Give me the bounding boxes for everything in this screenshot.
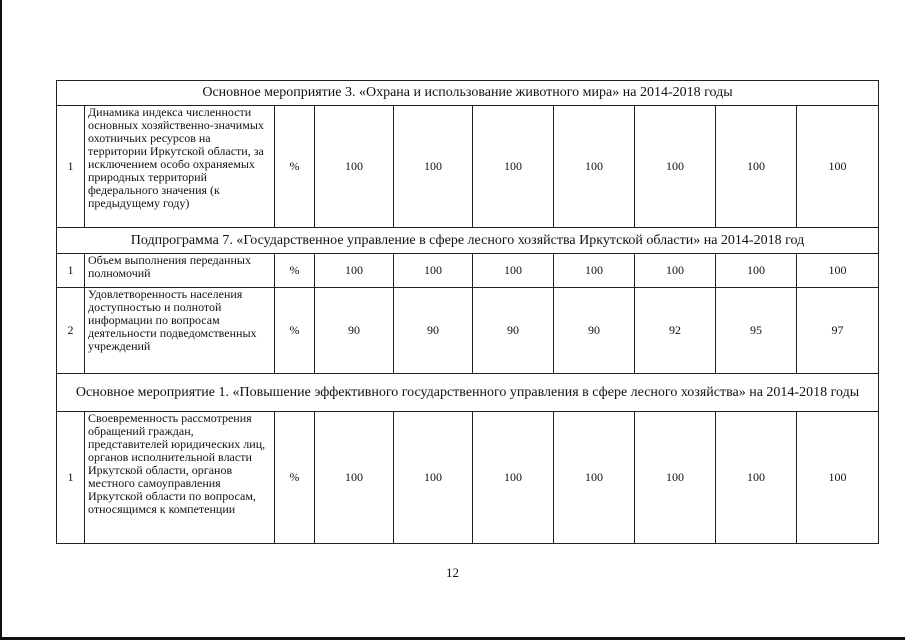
- value-cell: 92: [635, 288, 716, 374]
- section-heading-row: [57, 228, 879, 254]
- section-heading: Основное мероприятие 1. «Повышение эффективного государственного управления в сфере лесного хозяйства» на 2014-2018 годы: [57, 374, 879, 412]
- row-number: 1: [57, 106, 85, 228]
- indicator-name: Своевременность рассмотрения обращений граждан, представителей юридических лиц, органов исполнительной власти Иркутской области, органов местного самоуправления Иркутской области по вопросам, относящимся к компетенции: [85, 412, 275, 544]
- indicator-row: [57, 106, 879, 228]
- value-cell: 90: [473, 288, 554, 374]
- value-cell: 100: [473, 106, 554, 228]
- value-cell: 100: [554, 254, 635, 288]
- value-cell: 100: [716, 412, 797, 544]
- value-cell: 100: [473, 254, 554, 288]
- indicator-row: [57, 254, 879, 288]
- value-cell: 100: [635, 412, 716, 544]
- value-cell: 100: [394, 254, 473, 288]
- value-cell: 100: [635, 254, 716, 288]
- indicator-name: Удовлетворенность населения доступностью и полнотой информации по вопросам деятельности подведомственных учреждений: [85, 288, 275, 374]
- value-cell: 90: [315, 288, 394, 374]
- value-cell: 100: [635, 106, 716, 228]
- indicator-name: Динамика индекса численности основных хозяйственно-значимых охотничьих ресурсов на территории Иркутской области, за исключением особо охраняемых природных территорий федерального значения (к предыдущему году): [85, 106, 275, 228]
- section-heading: Основное мероприятие 3. «Охрана и использование животного мира» на 2014-2018 годы: [57, 81, 879, 106]
- indicator-row: [57, 412, 879, 544]
- value-cell: 100: [797, 412, 879, 544]
- value-cell: 100: [394, 106, 473, 228]
- indicator-name: Объем выполнения переданных полномочий: [85, 254, 275, 288]
- value-cell: 95: [716, 288, 797, 374]
- row-number: 1: [57, 412, 85, 544]
- value-cell: 100: [473, 412, 554, 544]
- row-number: 2: [57, 288, 85, 374]
- unit-cell: %: [275, 254, 315, 288]
- unit-cell: %: [275, 288, 315, 374]
- indicators-table-body: [57, 81, 879, 544]
- page-number: 12: [446, 565, 459, 580]
- value-cell: 100: [394, 412, 473, 544]
- value-cell: 100: [797, 106, 879, 228]
- unit-cell: %: [275, 412, 315, 544]
- section-heading-row: [57, 81, 879, 106]
- value-cell: 100: [315, 412, 394, 544]
- section-heading: Подпрограмма 7. «Государственное управление в сфере лесного хозяйства Иркутской области» на 2014-2018 год: [57, 228, 879, 254]
- page-frame-left-border: [0, 0, 2, 640]
- value-cell: 97: [797, 288, 879, 374]
- unit-cell: %: [275, 106, 315, 228]
- section-heading-row: [57, 374, 879, 412]
- value-cell: 90: [394, 288, 473, 374]
- row-number: 1: [57, 254, 85, 288]
- indicators-table: [56, 80, 879, 544]
- value-cell: 100: [716, 106, 797, 228]
- value-cell: 100: [797, 254, 879, 288]
- value-cell: 100: [315, 106, 394, 228]
- value-cell: 100: [716, 254, 797, 288]
- value-cell: 100: [315, 254, 394, 288]
- indicator-row: [57, 288, 879, 374]
- value-cell: 100: [554, 412, 635, 544]
- value-cell: 90: [554, 288, 635, 374]
- value-cell: 100: [554, 106, 635, 228]
